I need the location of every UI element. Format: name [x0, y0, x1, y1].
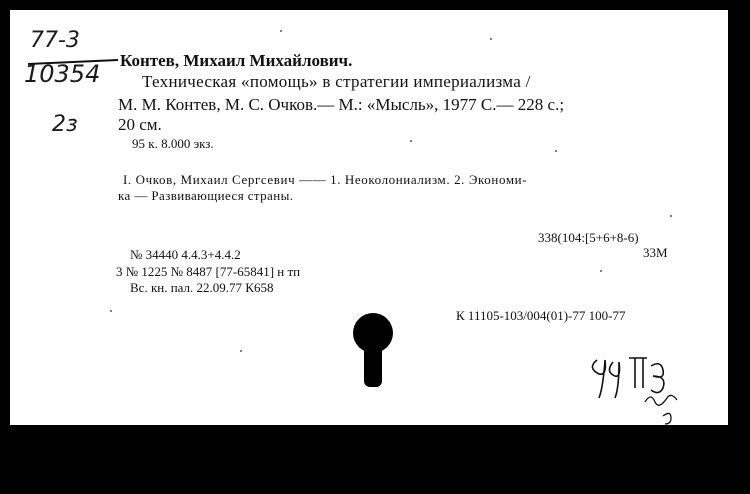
author-heading: Контев, Михаил Михайлович. — [120, 51, 353, 70]
price-print-run: 95 к. 8.000 экз. — [132, 136, 214, 151]
udc-code: 338(104:[5+6+8-6) — [538, 230, 639, 245]
record-line-3: Вс. кн. пал. 22.09.77 К658 — [130, 280, 274, 295]
call-number-top: 77-3 — [30, 28, 80, 53]
tracing-line-1: I. Очков, Михаил Сергсевич —— 1. Неоколониализм. 2. Экономи- — [123, 172, 528, 187]
handwritten-signature-icon — [585, 350, 695, 425]
bbk-code: 33М — [643, 245, 668, 260]
catalog-code: К 11105-103/004(01)-77 100-77 — [456, 308, 626, 323]
record-line-1: № 34440 4.4.3+4.4.2 — [130, 247, 241, 262]
record-line-2: 3 № 1225 № 8487 [77-65841] н тп — [116, 264, 301, 279]
title-line-3: 20 см. — [118, 115, 162, 134]
call-number-note: 2з — [52, 112, 78, 137]
title-line-1: Техническая «помощь» в стратегии империализма / — [142, 72, 531, 91]
tracing-line-2: ка — Развивающиеся страны. — [118, 188, 294, 203]
catalog-card — [10, 10, 728, 425]
punch-hole-notch — [364, 345, 382, 387]
title-line-2: М. М. Контев, М. С. Очков.— М.: «Мысль», 1977 С.— 228 с.; — [118, 95, 565, 114]
call-number-bottom: 10354 — [24, 60, 101, 88]
